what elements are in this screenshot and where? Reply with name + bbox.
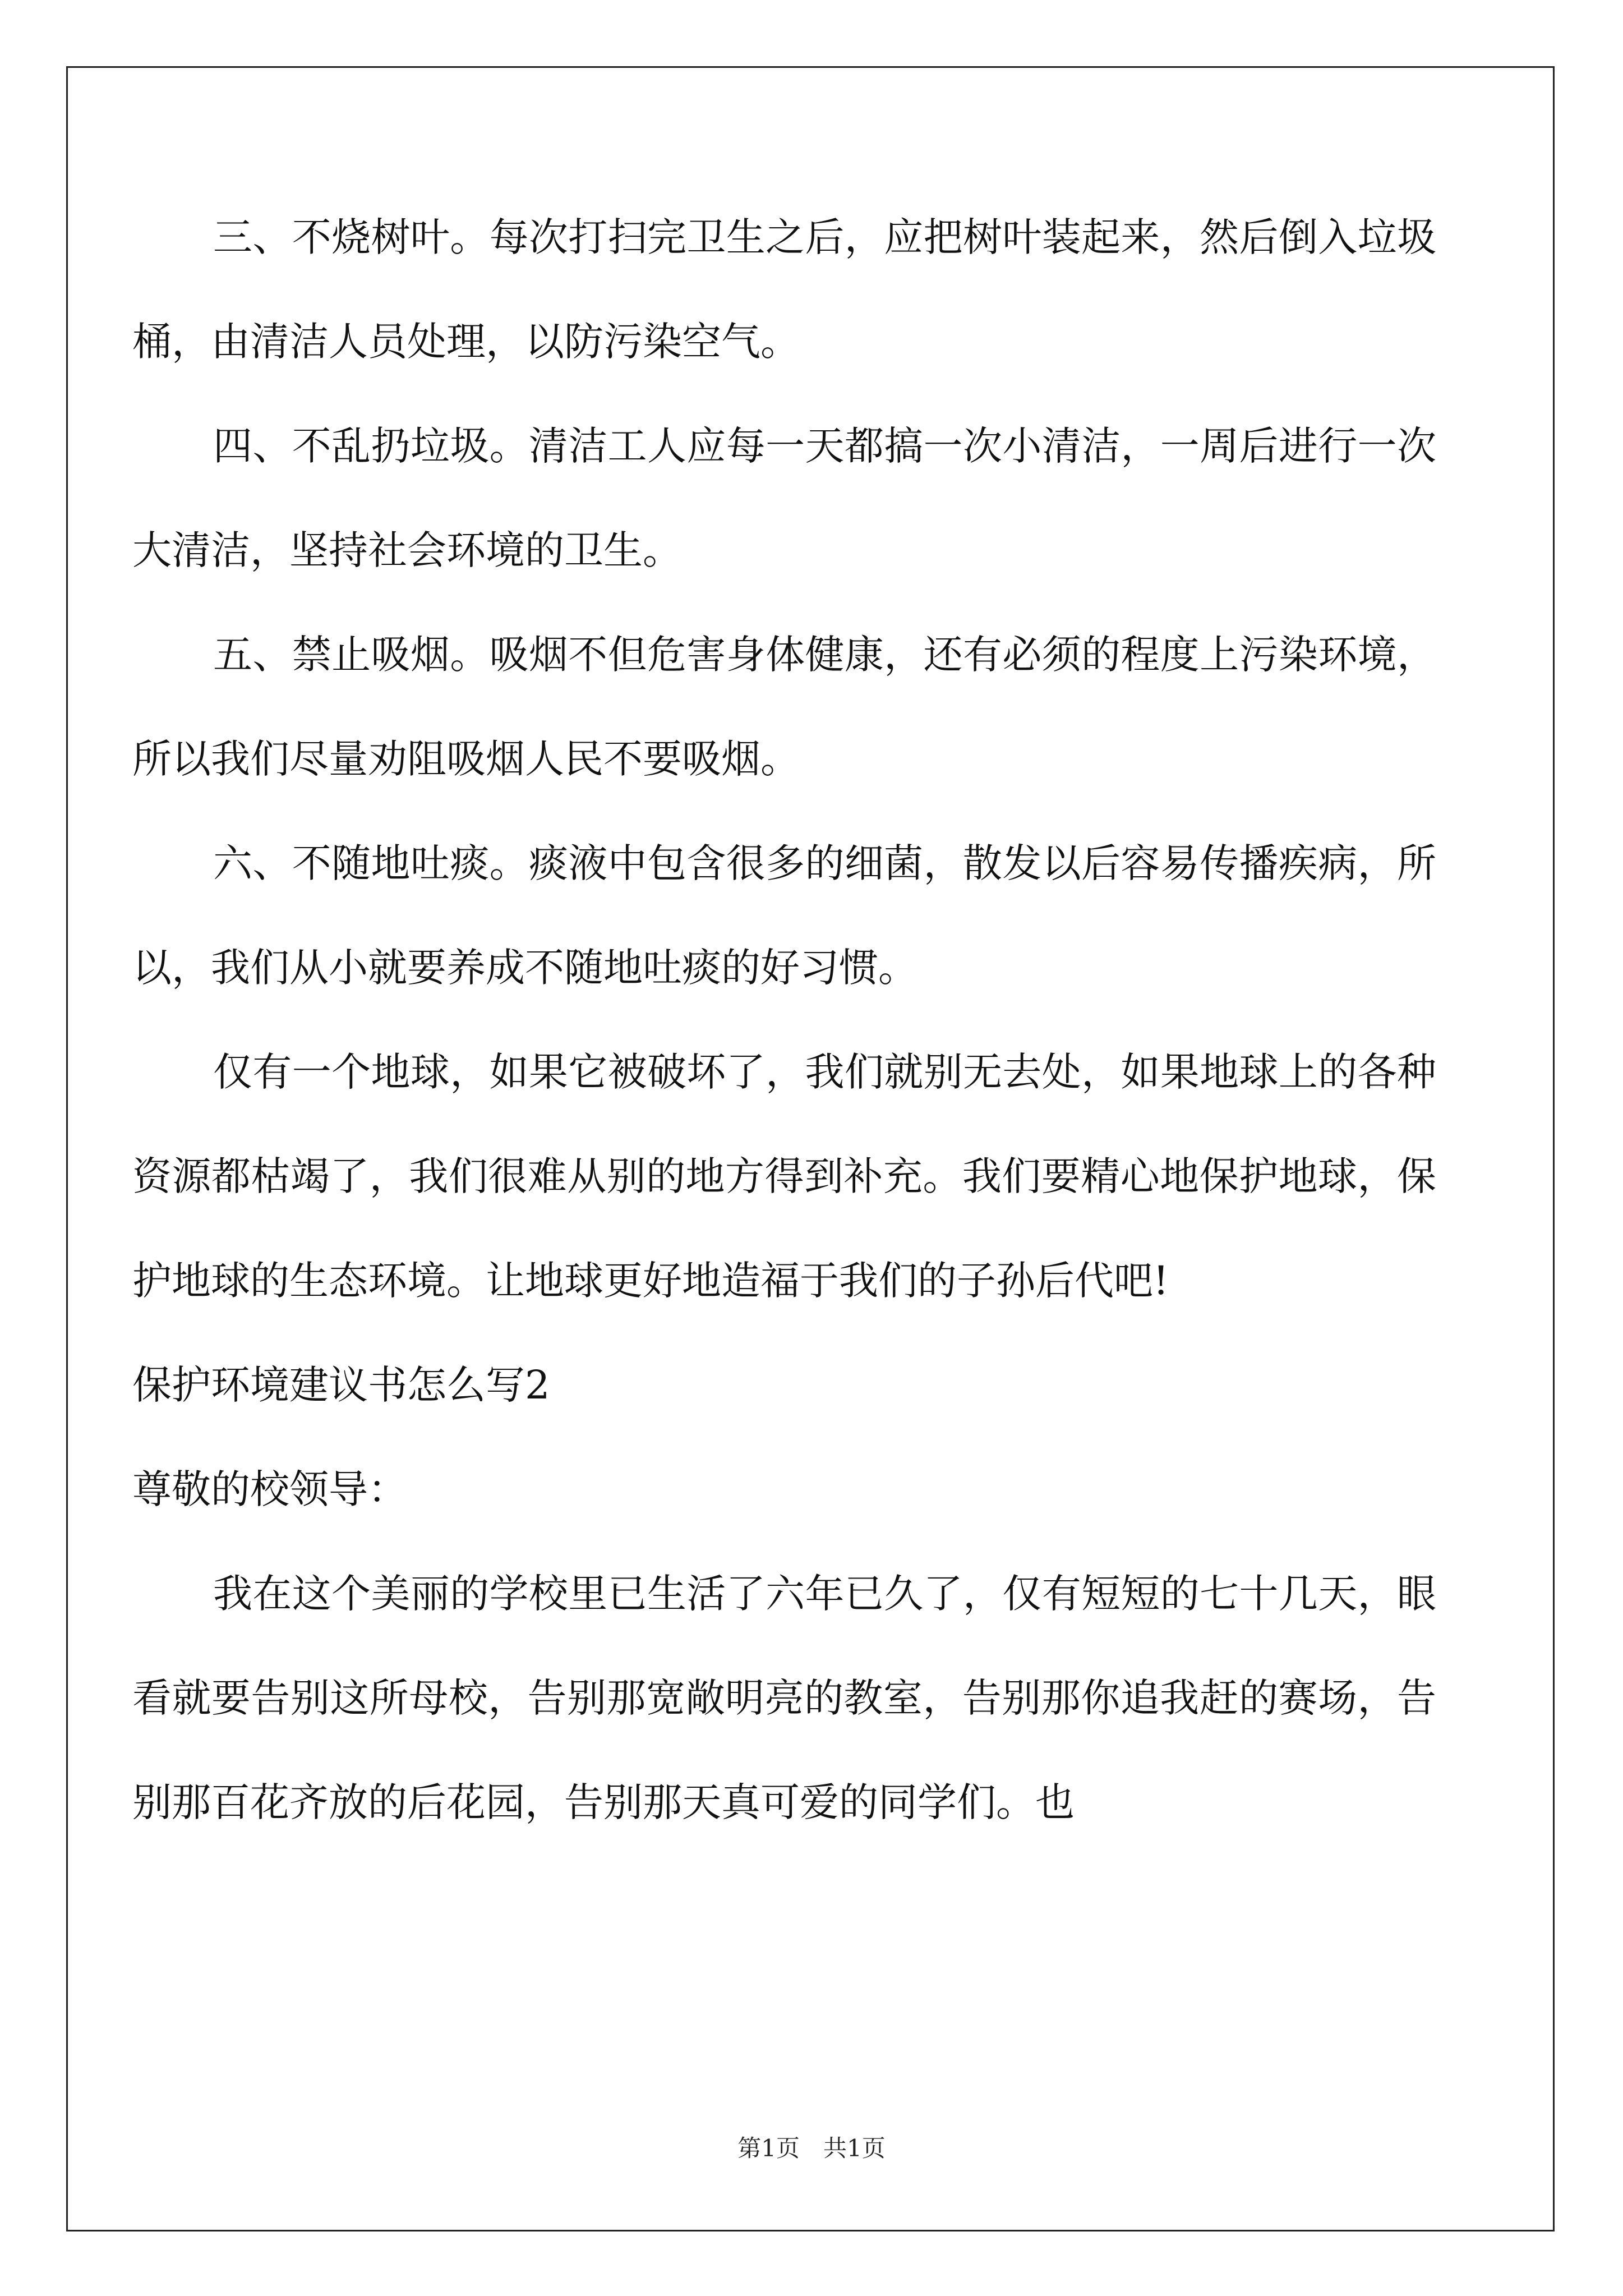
paragraph-item-6: 六、不随地吐痰。痰液中包含很多的细菌，散发以后容易传播疾病，所以，我们从小就要养成不随地吐痰的好习惯。: [132, 840, 1436, 991]
paragraph-letter-body: 我在这个美丽的学校里已生活了六年已久了，仅有短短的七十几天，眼看就要告别这所母校，告别那宽敞明亮的教室，告别那你追我赶的赛场，告别那百花齐放的后花园，告别那天真可爱的同学们。也: [132, 1571, 1436, 1825]
document-body: [132, 185, 1436, 1855]
paragraph-item-4: 四、不乱扔垃圾。清洁工人应每一天都搞一次小清洁，一周后进行一次大清洁，坚持社会环境的卫生。: [132, 423, 1436, 573]
salutation: 尊敬的校领导：: [132, 1466, 407, 1512]
paragraph-conclusion: 仅有一个地球，如果它被破坏了，我们就别无去处，如果地球上的各种资源都枯竭了，我们很难从别的地方得到补充。我们要精心地保护地球，保护地球的生态环境。让地球更好地造福于我们的子孙后代吧!: [132, 1049, 1436, 1304]
paragraph-item-5: 五、禁止吸烟。吸烟不但危害身体健康，还有必须的程度上污染环境，所以我们尽量劝阻吸烟人民不要吸烟。: [132, 632, 1436, 782]
section-title: 保护环境建议书怎么写2: [132, 1362, 550, 1408]
page-number: 第1页 共1页: [737, 2134, 886, 2162]
paragraph-item-3: 三、不烧树叶。每次打扫完卫生之后，应把树叶装起来，然后倒入垃圾桶，由清洁人员处理，以防污染空气。: [132, 214, 1436, 365]
